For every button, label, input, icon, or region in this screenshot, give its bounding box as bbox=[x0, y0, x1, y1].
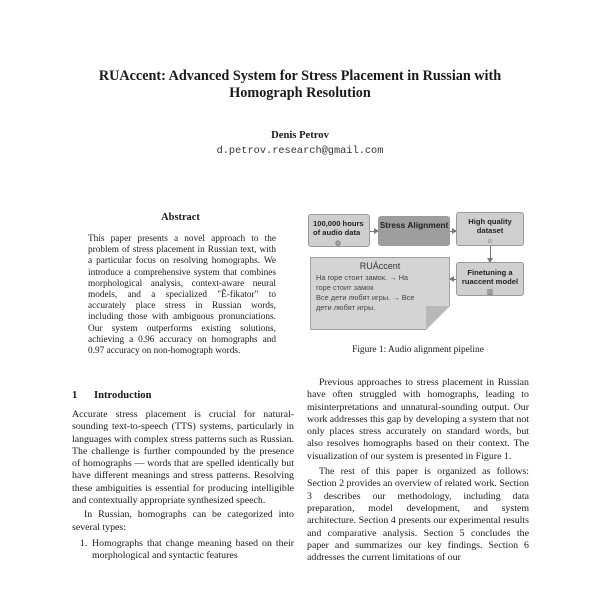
audio-data-box bbox=[308, 214, 370, 247]
author-email: d.petrov.research@gmail.com bbox=[216, 145, 384, 157]
right-paragraph-1: Previous approaches to stress placement in Russian have often struggled with homographs, leading to misinterpretations and unnatural-sounding output. Our work addresses this gap by developing a system that not only places stress accurately on standard words, but also resolves homographs based on their context. The visualization of our system is presented in Figure 1. bbox=[307, 377, 529, 462]
audio-icon: ◍ bbox=[335, 240, 342, 247]
doc-line: Все дети любят игры. → Все bbox=[316, 293, 415, 302]
smile-icon: ☺ bbox=[486, 238, 494, 245]
right-paragraph-2: The rest of this paper is organized as follows: Section 2 provides an overview of related work. Section 3 describes our methodology, including data preparation, model development, and system architecture. Section 4 presents our experimental results and comparative analysis. Section 5 concludes the paper and summarizes our key findings. Section 6 addresses the current limitations of our bbox=[307, 466, 529, 564]
chart-icon: ▥ bbox=[486, 289, 494, 296]
intro-paragraph-1: Accurate stress placement is crucial for natural-sounding text-to-speech (TTS) systems, particularly in languages with complex stress patterns such as Russian. The challenge is further compounded by the presence of homographs — words that are spelled identically but have different meanings and stress patterns. Resolving these ambiguities is essential for producing intelligible and contextually appropriate synthesized speech. bbox=[72, 409, 294, 507]
intro-paragraph-2: In Russian, homographs can be categorized into several types: bbox=[72, 509, 294, 533]
abstract-text: This paper presents a novel approach to the problem of stress placement in Russian text, with a particular focus on resolving homographs. We introduce a comprehensive system that combines morphological analysis, context-aware neural models, and a specialized "Ê-fikator" to accurately place stress in Russian words, including those with ambiguous pronunciations. Our system outperforms existing solutions, achieving a 0.96 accuracy on homographs and 0.97 accuracy on non-homograph words. bbox=[88, 234, 276, 357]
arrow-finetune-to-output bbox=[450, 279, 456, 280]
stress-alignment-label: Stress Alignment bbox=[379, 220, 449, 230]
ruaccent-logo: RUÁccent bbox=[359, 261, 401, 271]
doc-line: горе стоит замок bbox=[316, 283, 374, 292]
homograph-types-list bbox=[72, 538, 294, 563]
arrow-dataset-to-finetune bbox=[490, 246, 491, 262]
doc-line: дети любят игры. bbox=[316, 303, 376, 312]
intro-column-left bbox=[72, 409, 294, 563]
dataset-box bbox=[456, 212, 524, 246]
list-item-number: 1. bbox=[80, 537, 88, 549]
figure-caption: Figure 1: Audio alignment pipeline bbox=[352, 345, 484, 355]
abstract-heading: Abstract bbox=[161, 212, 200, 223]
title-line-1: RUAccent: Advanced System for Stress Placement in Russian with bbox=[98, 68, 502, 84]
page-fold-icon bbox=[426, 306, 450, 330]
intro-column-right bbox=[307, 377, 529, 567]
arrow-audio-to-alignment bbox=[370, 231, 378, 232]
stress-alignment-box bbox=[378, 216, 450, 246]
list-item bbox=[72, 538, 294, 563]
audio-data-label: 100,000 hours of audio data bbox=[313, 219, 364, 237]
section-title: Introduction bbox=[94, 390, 152, 401]
title-line-2: Homograph Resolution bbox=[229, 85, 371, 101]
author-name: Denis Petrov bbox=[271, 130, 329, 141]
paper-title bbox=[60, 68, 540, 102]
section-heading-introduction bbox=[72, 390, 292, 401]
section-number: 1 bbox=[72, 390, 78, 401]
doc-line: На горе стоит замок. → На bbox=[316, 273, 409, 282]
output-document bbox=[310, 257, 450, 330]
finetune-label: Finetuning a ruaccent model bbox=[461, 268, 519, 286]
figure-pipeline-diagram bbox=[308, 210, 530, 330]
dataset-label: High quality dataset bbox=[468, 217, 512, 235]
list-item-text: Homographs that change meaning based on their morphological and syntactic features bbox=[92, 537, 294, 562]
finetune-box bbox=[456, 262, 524, 296]
